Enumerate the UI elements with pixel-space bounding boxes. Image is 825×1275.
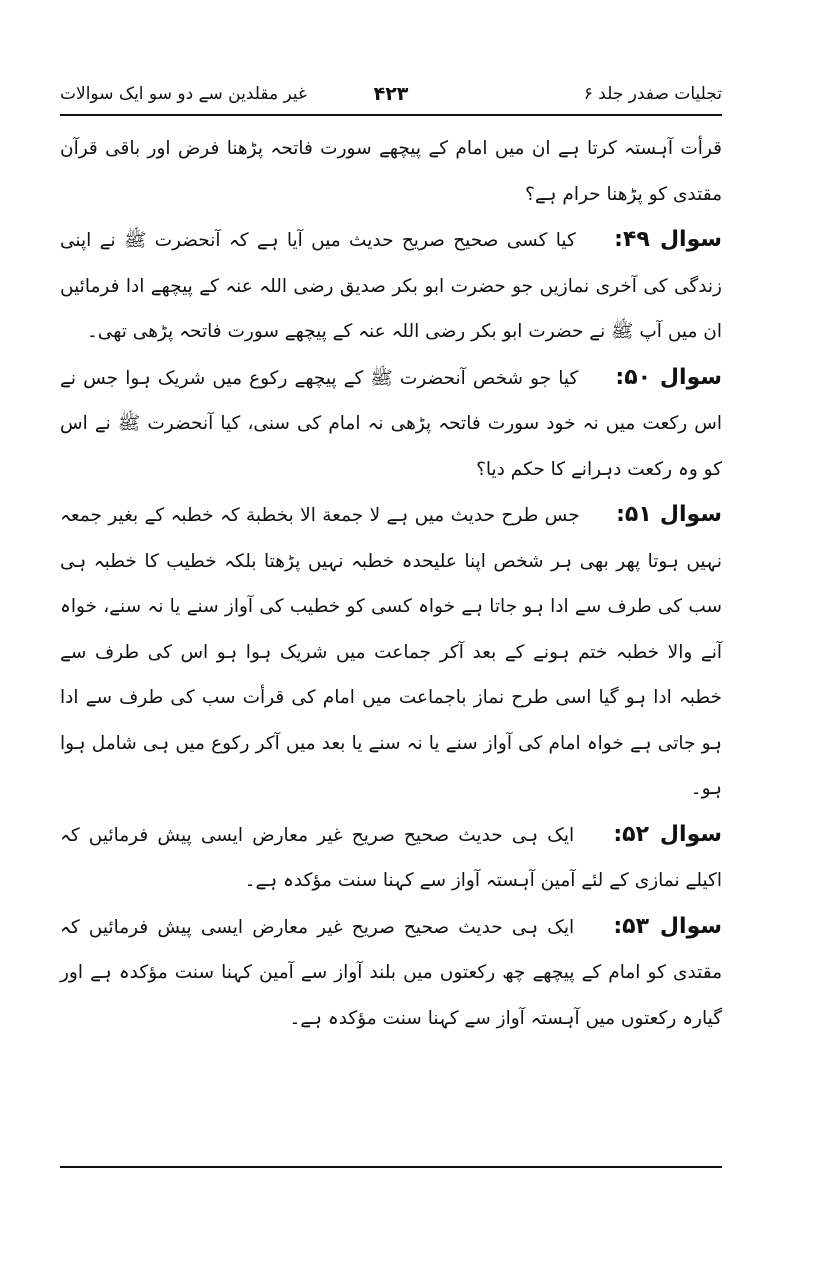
- header-rule: [60, 114, 722, 116]
- question-51: [60, 492, 722, 812]
- running-header: [60, 78, 722, 110]
- question-50: [60, 355, 722, 493]
- question-label: سوال ۵۱:: [616, 502, 722, 527]
- book-title: تجلیات صفدر جلد ۶: [583, 84, 722, 104]
- footer-rule: [60, 1166, 722, 1168]
- question-53: [60, 904, 722, 1042]
- book-page: [60, 78, 722, 1198]
- question-text: کیا کسی صحیح صریح حدیث میں آیا ہے کہ آنحضرت ﷺ نے اپنی زندگی کی آخری نمازیں جو حضرت ابو بکر صدیق رضی اللہ عنہ کے پیچھے ادا فرمائیں ان میں آپ ﷺ نے حضرت ابو بکر رضی اللہ عنہ کے پیچھے سورت فاتحہ پڑھی تھی۔: [60, 230, 722, 342]
- page-body: [60, 126, 722, 1041]
- paragraph-text: قرأت آہستہ کرتا ہے ان میں امام کے پیچھے سورت فاتحہ پڑھنا فرض اور باقی قرآن مقتدی کو پڑھنا حرام ہے؟: [60, 138, 722, 205]
- question-label: سوال ۵۲:: [613, 821, 722, 847]
- question-text: جس طرح حدیث میں ہے لا جمعة الا بخطبة کہ خطبہ کے بغیر جمعہ نہیں ہوتا پھر بھی ہر شخص اپنا علیحدہ خطبہ نہیں پڑھتا بلکہ خطیب کا خطبہ ہی سب کی طرف سے ادا ہو جاتا ہے خواہ کسی کو خطیب کی آواز سنے یا نہ سنے، خواہ آنے والا خطبہ ختم ہونے کے بعد آکر جماعت میں شریک ہوا ہو اس کی طرف سے خطبہ ادا ہو گیا اسی طرح نماز باجماعت میں امام کی قرأت سب کی طرف سے ادا ہو جاتی ہے خواہ امام کی آواز سنے یا نہ سنے یا بعد میں آکر رکوع میں ہی شامل ہوا ہو۔: [60, 505, 722, 799]
- question-text: ایک ہی حدیث صحیح صریح غیر معارض ایسی پیش فرمائیں کہ اکیلے نمازی کے لئے آمین آہستہ آواز سے کہنا سنت مؤکدہ ہے۔: [60, 824, 722, 891]
- question-label: سوال ۵۳:: [613, 913, 722, 939]
- question-text: ایک ہی حدیث صحیح صریح غیر معارض ایسی پیش فرمائیں کہ مقتدی کو امام کے پیچھے چھ رکعتوں میں بلند آواز سے آمین کہنا سنت مؤکدہ ہے اور گیارہ رکعتوں میں آہستہ آواز سے کہنا سنت مؤکدہ ہے۔: [60, 916, 722, 1029]
- question-52: [60, 812, 722, 904]
- question-label: سوال ۴۹:: [614, 227, 723, 252]
- question-49: [60, 217, 722, 355]
- paragraph-continuation: [60, 126, 722, 217]
- page-number: ۴۲۳: [373, 83, 409, 105]
- question-label: سوال ۵۰:: [615, 364, 722, 390]
- question-text: کیا جو شخص آنحضرت ﷺ کے پیچھے رکوع میں شریک ہوا جس نے اس رکعت میں نہ خود سورت فاتحہ پڑھی نہ امام کی سنی، کیا آنحضرت ﷺ نے اس کو وہ رکعت دہرانے کا حکم دیا؟: [60, 367, 722, 480]
- section-title: غیر مقلدین سے دو سو ایک سوالات: [60, 84, 307, 104]
